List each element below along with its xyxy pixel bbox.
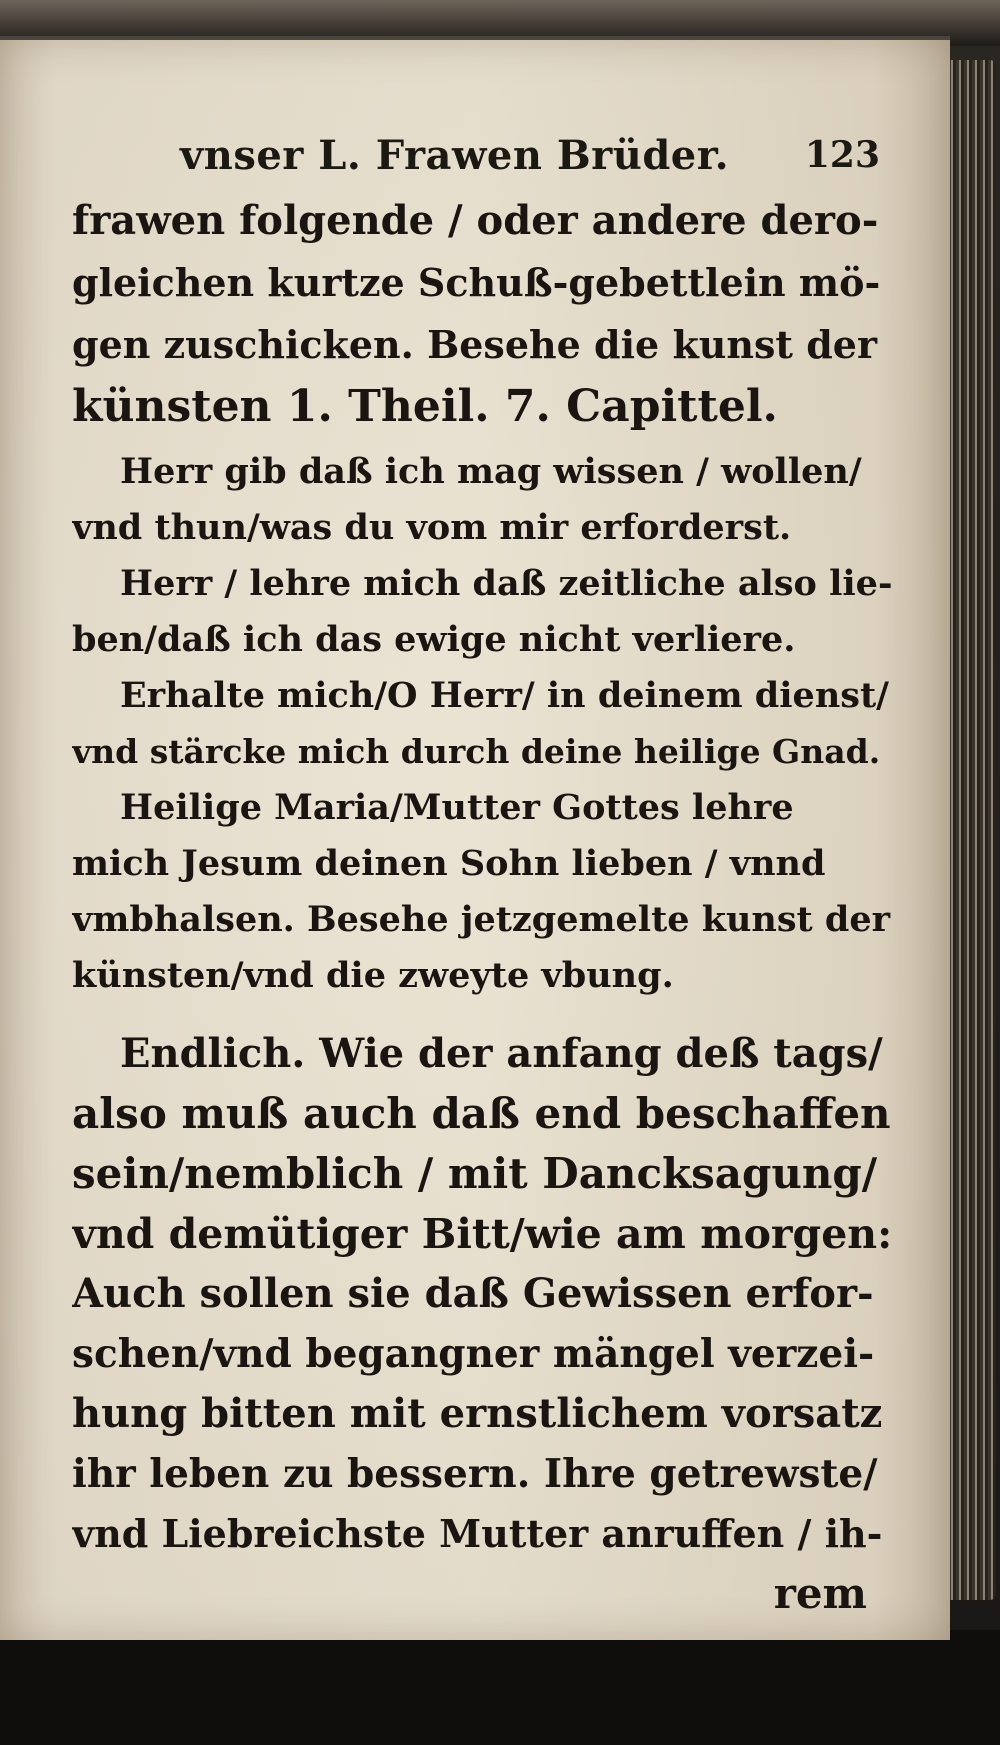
- text-line: gleichen kurtze Schuß-gebettlein mö-: [72, 260, 881, 305]
- text-line: schen/vnd begangner mängel verzei-: [72, 1331, 875, 1377]
- prayer-line: vnd thun/was du vom mir erforderst.: [72, 507, 792, 548]
- prayer-line: ben/daß ich das ewige nicht verliere.: [72, 619, 796, 660]
- text-line: Auch sollen sie daß Gewissen erfor-: [72, 1270, 874, 1317]
- catchword: rem: [773, 1569, 867, 1618]
- prayer-line: Herr gib daß ich mag wissen / wollen/: [120, 451, 862, 492]
- text-line: hung bitten mit ernstlichem vorsatz: [72, 1390, 883, 1437]
- text-line: frawen folgende / oder andere dero-: [72, 197, 879, 244]
- page-number: 123: [804, 134, 880, 176]
- prayer-line: Herr / lehre mich daß zeitliche also lie-: [120, 563, 892, 604]
- text-line: vnd demütiger Bitt/wie am morgen:: [72, 1210, 892, 1258]
- text-line: ihr leben zu bessern. Ihre getrewste/: [72, 1451, 878, 1497]
- running-title: vnser L. Frawen Brüder.: [180, 132, 730, 179]
- text-line: Endlich. Wie der anfang deß tags/: [120, 1030, 883, 1077]
- book-page: [0, 36, 950, 1640]
- text-line: gen zuschicken. Besehe die kunst der: [72, 322, 877, 367]
- text-line: also muß auch daß end beschaffen: [72, 1089, 891, 1138]
- prayer-line: vnd stärcke mich durch deine heilige Gnad.: [72, 732, 881, 771]
- prayer-line: mich Jesum deinen Sohn lieben / vnnd: [72, 843, 826, 884]
- page-header: [110, 132, 880, 192]
- text-line: künsten 1. Theil. 7. Capittel.: [72, 381, 778, 432]
- prayer-line: künsten/vnd die zweyte vbung.: [72, 955, 674, 996]
- bottom-background: [0, 1630, 1000, 1745]
- prayer-line: vmbhalsen. Besehe jetzgemelte kunst der: [72, 899, 891, 940]
- prayer-line: Heilige Maria/Mutter Gottes lehre: [120, 787, 794, 828]
- prayer-line: Erhalte mich/O Herr/ in deinem dienst/: [120, 675, 889, 716]
- text-line: vnd Liebreichste Mutter anruffen / ih-: [72, 1511, 883, 1556]
- text-line: sein/nemblich / mit Dancksagung/: [72, 1149, 878, 1198]
- body-text: [72, 190, 892, 1624]
